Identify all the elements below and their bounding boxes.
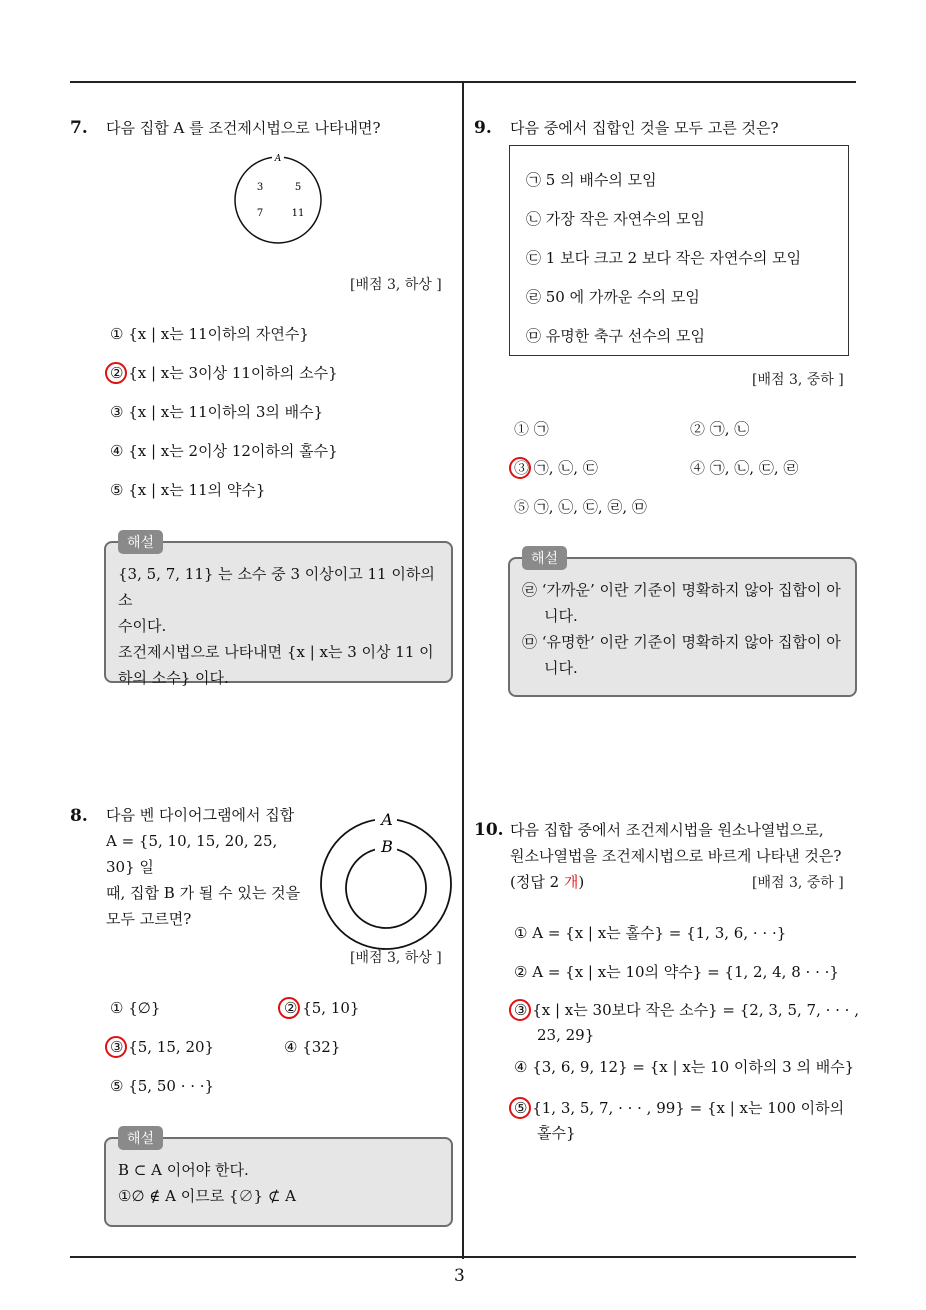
q9-number: 9. — [474, 118, 492, 138]
q9-solution-line: ㉣ ‘가까운’ 이란 기준이 명확하지 않아 집합이 아 — [522, 581, 841, 599]
q8-option-5[interactable]: ⑤ {5, 50 · · ·} — [110, 1077, 215, 1095]
column-divider — [462, 81, 464, 1259]
q10-answer-mark — [509, 999, 531, 1021]
q10-question-line: 원소나열법을 조건제시법으로 바르게 나타낸 것은? — [510, 847, 842, 865]
q9-option-1[interactable]: ① ㉠ — [514, 420, 549, 438]
q8-score: [배점 3, 하상 ] — [350, 950, 442, 966]
q8-venn-diagram — [316, 812, 456, 952]
q8-question — [106, 802, 306, 932]
q9-question: 다음 중에서 집합인 것을 모두 고른 것은? — [510, 119, 779, 137]
answer-note-prefix: (정답 2 — [510, 873, 564, 891]
q9-option-4[interactable]: ④ ㉠, ㉡, ㉢, ㉣ — [690, 459, 799, 477]
q10-option-5[interactable]: ⑤ {1, 3, 5, 7, · · · , 99} = {x | x는 100 이하의 — [514, 1099, 845, 1117]
q9-option-2[interactable]: ② ㉠, ㉡ — [690, 420, 750, 438]
q9-box-item: ㉡ 가장 작은 자연수의 모임 — [526, 210, 705, 228]
q7-solution-line: 하의 소수} 이다. — [118, 669, 229, 687]
q9-solution-line: ㉤ ‘유명한’ 이란 기준이 명확하지 않아 집합이 아 — [522, 633, 841, 651]
venn-label-b: B — [381, 837, 393, 856]
q9-box-item: ㉤ 유명한 축구 선수의 모임 — [526, 327, 705, 345]
q10-option-2[interactable]: ② A = {x | x는 10의 약수} = {1, 2, 4, 8 · · ·} — [514, 963, 839, 981]
q10-option-3-cont: 23, 29} — [537, 1026, 595, 1044]
bottom-rule — [70, 1256, 856, 1258]
q7-option-5[interactable]: ⑤ {x | x는 11의 약수} — [110, 481, 266, 499]
q8-option-1[interactable]: ① {∅} — [110, 999, 161, 1017]
set-a-circle — [235, 157, 321, 243]
q7-number: 7. — [70, 118, 88, 138]
q8-solution-box — [104, 1137, 453, 1227]
q10-option-1[interactable]: ① A = {x | x는 홀수} = {1, 3, 6, · · ·} — [514, 924, 787, 942]
q8-solution-tag: 해설 — [118, 1126, 163, 1150]
q9-solution-line: 니다. — [544, 607, 578, 625]
q10-option-5-cont: 홀수} — [537, 1124, 576, 1142]
q10-question — [510, 817, 855, 869]
q7-solution-line: 수이다. — [118, 617, 167, 635]
q9-score: [배점 3, 중하 ] — [752, 372, 844, 388]
q7-solution-box — [104, 541, 453, 687]
q10-answer-mark — [509, 1097, 531, 1119]
q10-question-line: 다음 집합 중에서 조건제시법을 원소나열법으로, — [510, 821, 824, 839]
q7-question: 다음 집합 A 를 조건제시법으로 나타내면? — [106, 119, 381, 137]
q8-solution-line: ①∅ ∉ A 이므로 {∅} ⊄ A — [118, 1187, 297, 1205]
q9-items-box — [509, 145, 849, 356]
q8-number: 8. — [70, 806, 88, 826]
page-number: 3 — [454, 1266, 465, 1286]
q9-box-item: ㉢ 1 보다 크고 2 보다 작은 자연수의 모임 — [526, 249, 802, 267]
q10-score: [배점 3, 중하 ] — [752, 875, 844, 891]
q8-option-2[interactable]: ② {5, 10} — [284, 999, 360, 1017]
q7-option-1[interactable]: ① {x | x는 11이하의 자연수} — [110, 325, 309, 343]
q8-answer-mark — [278, 997, 300, 1019]
set-element: 11 — [291, 208, 305, 219]
q8-answer-mark — [105, 1036, 127, 1058]
q7-option-4[interactable]: ④ {x | x는 2이상 12이하의 홀수} — [110, 442, 338, 460]
q7-answer-mark — [105, 362, 127, 384]
q8-solution-line: B ⊂ A 이어야 한다. — [118, 1161, 249, 1179]
q7-solution-line: 조건제시법으로 나타내면 {x | x는 3 이상 11 이 — [118, 643, 434, 661]
q8-question-line: 다음 벤 다이어그램에서 집합 — [106, 806, 295, 824]
q10-answer-note — [510, 869, 584, 895]
q7-solution-tag: 해설 — [118, 530, 163, 554]
q7-set-diagram — [230, 150, 330, 250]
q9-answer-mark — [509, 457, 531, 479]
answer-count: 개 — [563, 873, 579, 891]
set-b-circle — [346, 848, 426, 928]
q7-option-3[interactable]: ③ {x | x는 11이하의 3의 배수} — [110, 403, 324, 421]
q10-option-4[interactable]: ④ {3, 6, 9, 12} = {x | x는 10 이하의 3 의 배수} — [514, 1058, 855, 1076]
q10-option-3[interactable]: ③ {x | x는 30보다 작은 소수} = {2, 3, 5, 7, · · · , — [514, 1001, 859, 1019]
set-element: 5 — [294, 182, 302, 193]
q8-question-line: 때, 집합 B 가 될 수 있는 것을 — [106, 884, 301, 902]
answer-note-suffix: ) — [578, 873, 585, 891]
set-a-label: A — [274, 154, 282, 164]
q9-solution-box — [508, 557, 857, 697]
q9-option-5[interactable]: ⑤ ㉠, ㉡, ㉢, ㉣, ㉤ — [514, 498, 647, 516]
set-element: 7 — [256, 208, 264, 219]
q9-solution-tag: 해설 — [522, 546, 567, 570]
venn-label-a: A — [381, 812, 393, 829]
q8-question-line: 모두 고르면? — [106, 910, 192, 928]
q8-option-3[interactable]: ③ {5, 15, 20} — [110, 1038, 215, 1056]
q9-box-item: ㉣ 50 에 가까운 수의 모임 — [526, 288, 700, 306]
set-element: 3 — [256, 182, 264, 193]
q9-box-item: ㉠ 5 의 배수의 모임 — [526, 171, 657, 189]
q7-option-2[interactable]: ② {x | x는 3이상 11이하의 소수} — [110, 364, 338, 382]
q8-question-line: A = {5, 10, 15, 20, 25, 30} 일 — [106, 832, 278, 876]
q9-solution-line: 니다. — [544, 659, 578, 677]
q7-solution-line: {3, 5, 7, 11} 는 소수 중 3 이상이고 11 이하의 소 — [118, 565, 435, 609]
q9-option-3[interactable]: ③ ㉠, ㉡, ㉢ — [514, 459, 598, 477]
q8-option-4[interactable]: ④ {32} — [284, 1038, 341, 1056]
q7-score: [배점 3, 하상 ] — [350, 277, 442, 293]
q10-number: 10. — [474, 820, 504, 840]
